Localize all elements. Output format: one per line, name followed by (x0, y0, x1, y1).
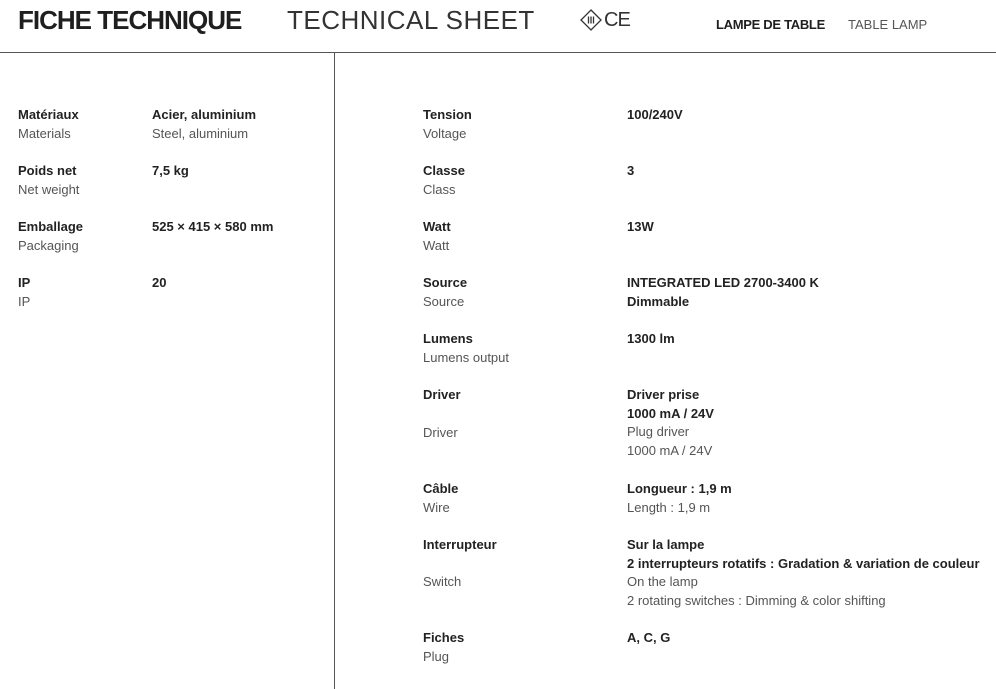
spec-label-plug: Fiches Plug (423, 630, 465, 664)
spec-label-wire: Câble Wire (423, 481, 459, 515)
spec-value-plug: A, C, G (627, 630, 671, 645)
spec-value-ip: 20 (152, 275, 167, 290)
certification-marks (580, 9, 630, 31)
spec-label-net-weight: Poids net Net weight (18, 163, 80, 197)
spec-label-switch-fr: Interrupteur (423, 537, 497, 552)
spec-value-packaging: 525 × 415 × 580 mm (152, 219, 274, 234)
spec-value-switch: Sur la lampe 2 interrupteurs rotatifs : Gradation & variation de couleur On the lamp 2 rotating switches : Dimming & color shifting (627, 537, 980, 608)
title-fr: FICHE TECHNIQUE (18, 5, 242, 35)
title-en: TECHNICAL SHEET (287, 5, 535, 35)
spec-value-materials: Acier, aluminium Steel, aluminium (152, 107, 257, 141)
spec-label-voltage: Tension Voltage (423, 107, 472, 141)
spec-value-voltage: 100/240V (627, 107, 683, 122)
spec-value-class: 3 (627, 163, 635, 178)
spec-value-net-weight: 7,5 kg (152, 163, 189, 178)
spec-value-driver: Driver prise 1000 mA / 24V Plug driver 1000 mA / 24V (627, 387, 714, 458)
ce-mark: CE (604, 9, 630, 31)
header (0, 0, 996, 53)
spec-label-packaging: Emballage Packaging (18, 219, 84, 253)
spec-label-driver-en: Driver (423, 425, 458, 440)
spec-value-lumens: 1300 lm (627, 331, 675, 346)
spec-label-ip: IP IP (18, 275, 31, 309)
class-3-icon (580, 9, 602, 31)
spec-label-watt: Watt Watt (423, 219, 451, 253)
spec-label-materials: Matériaux Materials (18, 107, 79, 141)
product-type-fr: LAMPE DE TABLE (716, 17, 825, 32)
spec-label-driver-fr: Driver (423, 387, 461, 402)
spec-value-watt: 13W (627, 219, 654, 234)
column-divider (334, 52, 335, 689)
spec-value-wire: Longueur : 1,9 m Length : 1,9 m (627, 481, 732, 515)
spec-label-lumens: Lumens Lumens output (423, 331, 510, 365)
spec-label-source: Source Source (423, 275, 468, 309)
spec-label-class: Classe Class (423, 163, 465, 197)
spec-value-source: INTEGRATED LED 2700-3400 K Dimmable (627, 275, 819, 309)
spec-label-switch-en: Switch (423, 574, 462, 589)
product-type-en: TABLE LAMP (848, 17, 928, 32)
